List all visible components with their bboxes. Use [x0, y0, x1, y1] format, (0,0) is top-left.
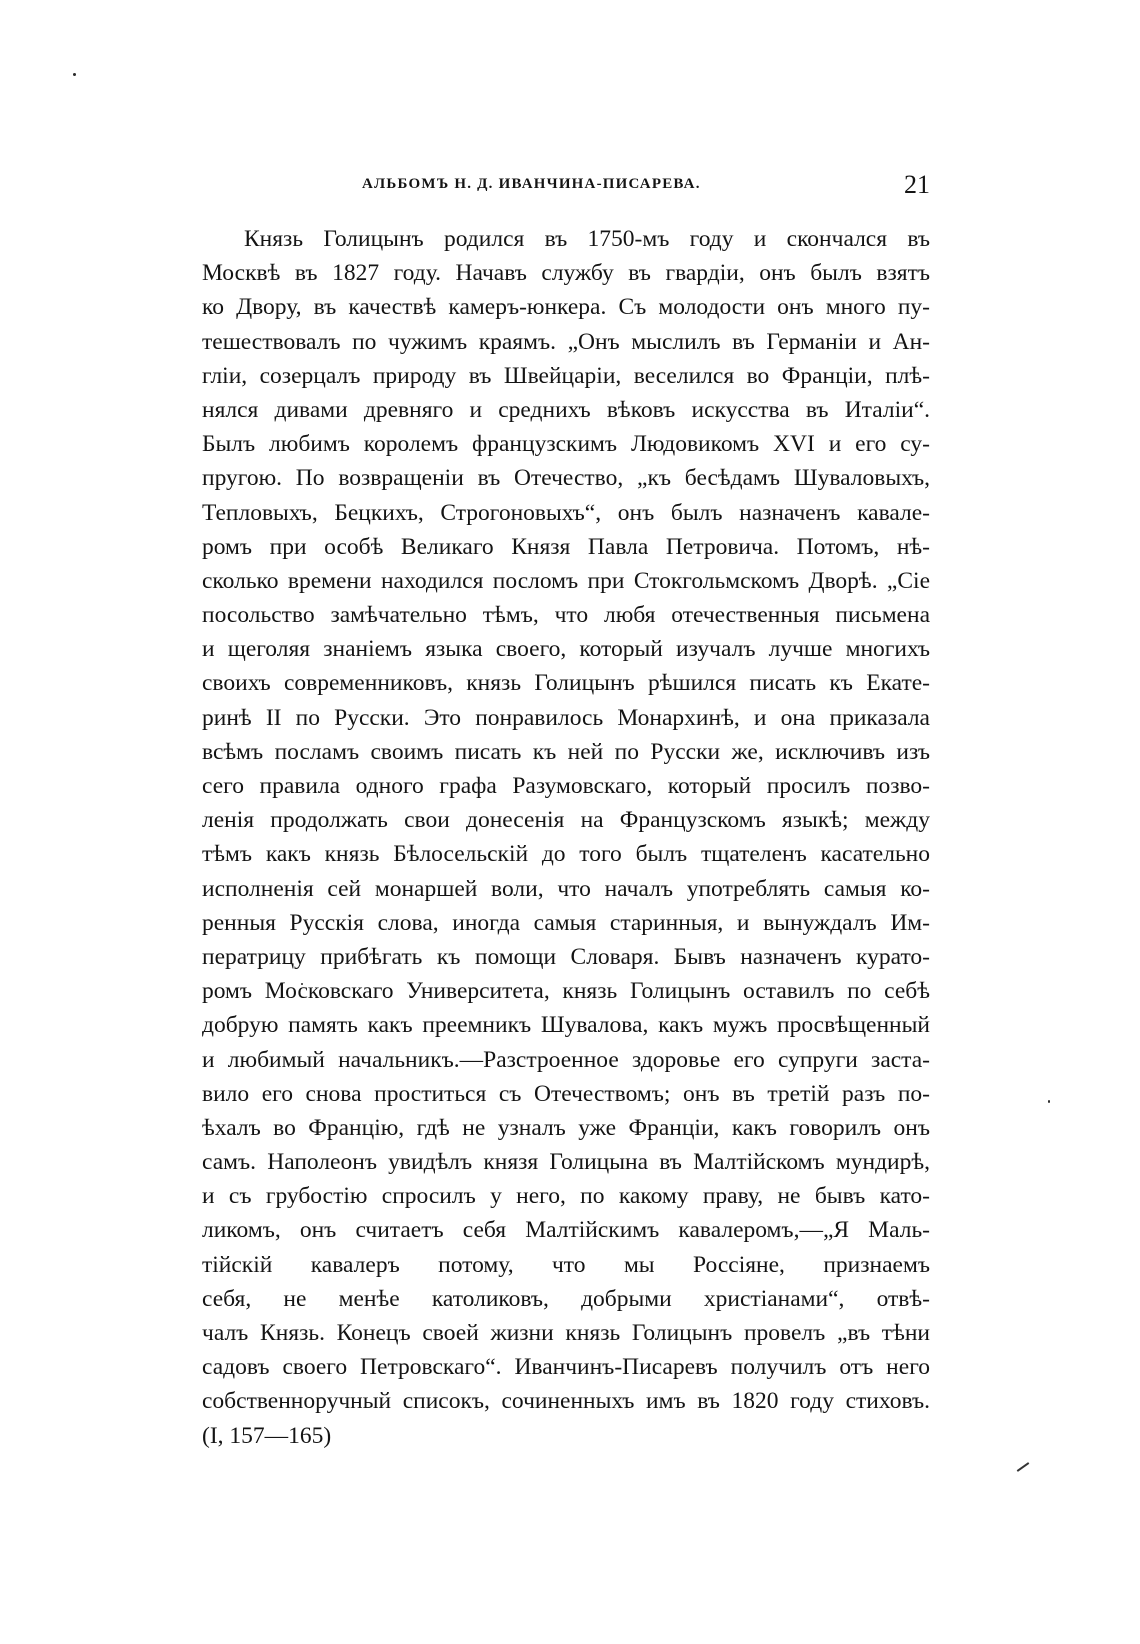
text-line: чалъ Князь. Конецъ своей жизни князь Голицынъ провелъ „въ тѣни	[202, 1320, 930, 1346]
text-line: своихъ современниковъ, князь Голицынъ рѣшился писать къ Екате-	[202, 670, 930, 697]
text-line: и съ грубостію спросилъ у него, по какому праву, не бывъ като-	[202, 1183, 930, 1210]
citation-line: (I, 157—165)	[202, 1422, 332, 1449]
running-head: АЛЬБОМЪ Н. Д. ИВАНЧИНА-ПИСАРЕВА.	[362, 176, 701, 192]
text-line: собственноручный списокъ, сочиненныхъ имъ въ 1820 году стиховъ.	[202, 1388, 930, 1415]
text-line: вило его снова проститься съ Отечествомъ; онъ въ третій разъ по-	[202, 1080, 930, 1107]
text-line: исполненія сей монаршей воли, что началъ употреблять самыя ко-	[202, 875, 930, 902]
text-line: самъ. Наполеонъ увидѣлъ князя Голицына въ Малтійскомъ мундирѣ,	[202, 1149, 930, 1176]
page-header	[202, 170, 930, 202]
text-line: Москвѣ въ 1827 году. Начавъ службу въ гвардіи, онъ былъ взятъ	[202, 260, 930, 287]
ink-speck	[73, 73, 76, 76]
ink-mark	[1017, 1462, 1030, 1472]
text-line: ператрицу прибѣгать къ помощи Словаря. Бывъ назначенъ курато-	[202, 943, 930, 970]
text-line: всѣмъ посламъ своимъ писать къ ней по Русски же, исключивъ изъ	[202, 738, 930, 765]
text-line: ринѣ II по Русски. Это понравилось Монархинѣ, и она приказала	[202, 704, 930, 731]
text-line: сего правила одного графа Разумовскаго, который просилъ позво-	[202, 773, 930, 799]
page-number: 21	[904, 170, 930, 199]
text-line: ко Двору, въ качествѣ камеръ-юнкера. Съ молодости онъ много пу-	[202, 294, 930, 321]
text-line: тешествовалъ по чужимъ краямъ. „Онъ мыслилъ въ Германіи и Ан-	[202, 328, 930, 355]
text-line: ликомъ, онъ считаетъ себя Малтійскимъ кавалеромъ,—„Я Маль-	[202, 1217, 930, 1244]
text-line: ренныя Русскія слова, иногда самыя старинныя, и вынуждалъ Им-	[202, 909, 930, 936]
text-line: ѣхалъ во Францію, гдѣ не узналъ уже Франціи, какъ говорилъ онъ	[202, 1114, 930, 1141]
text-line: Былъ любимъ королемъ французскимъ Людовикомъ XVI и его су-	[202, 431, 930, 458]
text-line: пругою. По возвращеніи въ Отечество, „къ бесѣдамъ Шуваловыхъ,	[202, 465, 930, 492]
text-line: тѣмъ какъ князь Бѣлосельскій до того былъ тщателенъ касательно	[202, 841, 930, 868]
text-line: гліи, созерцалъ природу въ Швейцаріи, веселился во Франціи, плѣ-	[202, 362, 930, 389]
text-line: сколько времени находился посломъ при Стокгольмскомъ Дворѣ. „Сіе	[202, 567, 930, 594]
body-paragraph	[202, 222, 930, 1453]
text-line: нялся дивами древняго и среднихъ вѣковъ искусства въ Италіи“.	[202, 396, 930, 423]
text-line: и щеголяя знаніемъ языка своего, который изучалъ лучше многихъ	[202, 636, 930, 663]
text-line: садовъ своего Петровскаго“. Иванчинъ-Писаревъ получилъ отъ него	[202, 1354, 930, 1381]
text-line: и любимый начальникъ.—Разстроенное здоровье его супруги заста-	[202, 1046, 930, 1073]
text-line: себя, не менѣе католиковъ, добрыми христіанами“, отвѣ-	[202, 1285, 930, 1312]
text-line: ромъ при особѣ Великаго Князя Павла Петровича. Потомъ, нѣ-	[202, 533, 930, 560]
text-line: тійскій кавалеръ потому, что мы Россіяне, признаемъ	[202, 1251, 930, 1278]
text-line: ромъ Московскаго Университета, князь Голицынъ оставилъ по себѣ	[202, 978, 930, 1005]
text-line: Князь Голицынъ родился въ 1750-мъ году и скончался въ	[244, 226, 930, 252]
text-line: Тепловыхъ, Бецкихъ, Строгоновыхъ“, онъ былъ назначенъ кавале-	[202, 499, 930, 526]
ink-speck	[1048, 1100, 1050, 1103]
text-line: посольство замѣчательно тѣмъ, что любя отечественныя письмена	[202, 602, 930, 629]
text-line: добрую память какъ преемникъ Шувалова, какъ мужъ просвѣщенный	[202, 1012, 930, 1039]
text-line: ленія продолжать свои донесенія на Французскомъ языкѣ; между	[202, 807, 930, 834]
